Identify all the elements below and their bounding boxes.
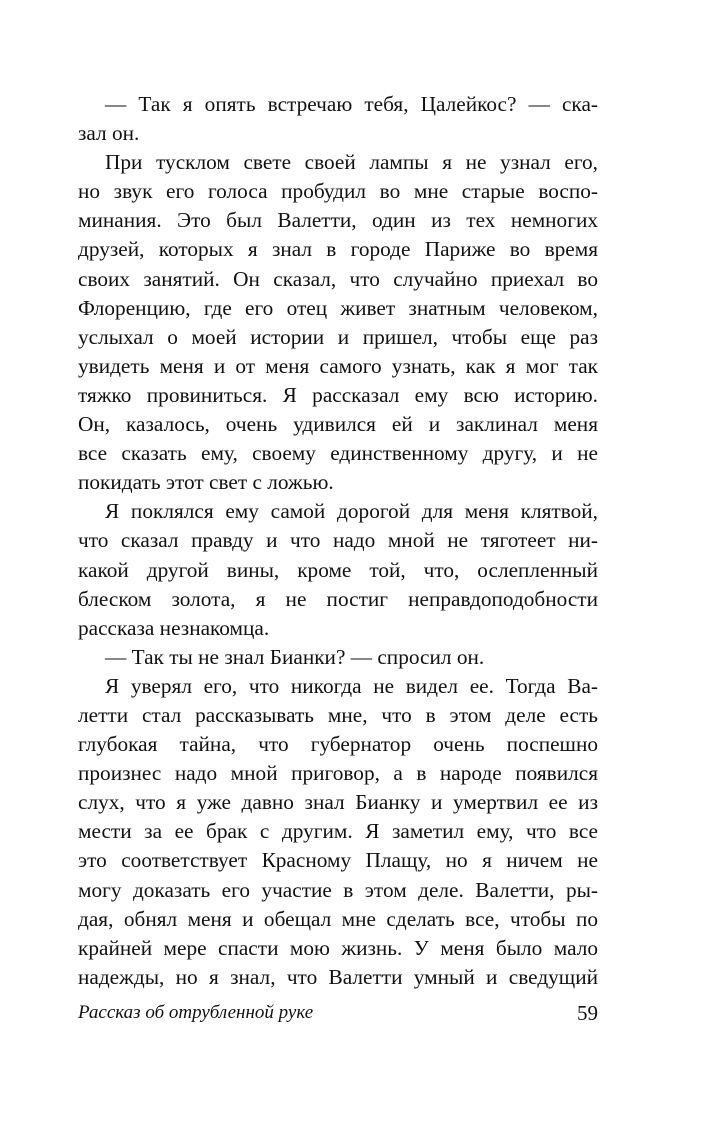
text-line: что сказал правду и что надо мной не тяготеет ни- <box>78 528 598 553</box>
text-line: дая, обнял меня и обещал мне сделать все, чтобы по <box>78 906 598 931</box>
text-line: это соответствует Красному Плащу, но я ничем не <box>78 848 598 873</box>
text-line: но звук его голоса пробудил во мне старые воспо- <box>78 179 598 204</box>
text-line: все сказать ему, своему единственному другу, и не <box>78 441 598 466</box>
text-line: Я уверял его, что никогда не видел ее. Тогда Ва- <box>105 673 598 698</box>
text-line: увидеть меня и от меня самого узнать, как я мог так <box>78 353 598 378</box>
text-line: минания. Это был Валетти, один из тех немногих <box>78 208 598 233</box>
text-line: Я поклялся ему самой дорогой для меня клятвой, <box>105 499 598 524</box>
text-line: покидать этот свет с ложью. <box>78 470 334 495</box>
text-line: зал он. <box>78 121 140 146</box>
text-line: — Так я опять встречаю тебя, Цалейкос? — ска- <box>105 92 598 116</box>
text-line: — Так ты не знал Бианки? — спросил он. <box>105 644 485 669</box>
text-line: блеском золота, я не постиг неправдоподобности <box>78 586 598 611</box>
text-line: глубокая тайна, что губернатор очень поспешно <box>78 732 598 757</box>
text-line: летти стал рассказывать мне, что в этом деле есть <box>78 702 598 727</box>
text-line: своих занятий. Он сказал, что случайно приехал во <box>78 266 598 291</box>
text-line: услыхал о моей истории и пришел, чтобы еще раз <box>78 324 598 349</box>
text-line: произнес надо мной приговор, а в народе появился <box>78 761 598 786</box>
page-footer <box>78 998 598 1028</box>
body-text <box>78 90 598 992</box>
text-line: могу доказать его участие в этом деле. Валетти, ры- <box>78 877 598 902</box>
text-line: мести за ее брак с другим. Я заметил ему, что все <box>78 819 598 844</box>
page-number: 59 <box>577 1001 598 1025</box>
text-line: При тусклом свете своей лампы я не узнал его, <box>105 150 598 175</box>
text-line: надежды, но я знал, что Валетти умный и сведущий <box>78 964 598 989</box>
text-line: какой другой вины, кроме той, что, ослепленный <box>78 557 598 582</box>
text-line: Флоренцию, где его отец живет знатным человеком, <box>78 295 598 320</box>
text-line: тяжко провиниться. Я рассказал ему всю историю. <box>78 382 598 407</box>
text-line: крайней мере спасти мою жизнь. У меня было мало <box>78 935 598 960</box>
text-line: рассказа незнакомца. <box>78 615 270 640</box>
running-title: Рассказ об отрубленной руке <box>78 1002 314 1023</box>
text-line: друзей, которых я знал в городе Париже во время <box>78 237 598 262</box>
text-line: Он, казалось, очень удивился ей и заклинал меня <box>78 412 598 437</box>
text-line: слух, что я уже давно знал Бианку и умертвил ее из <box>78 790 598 815</box>
